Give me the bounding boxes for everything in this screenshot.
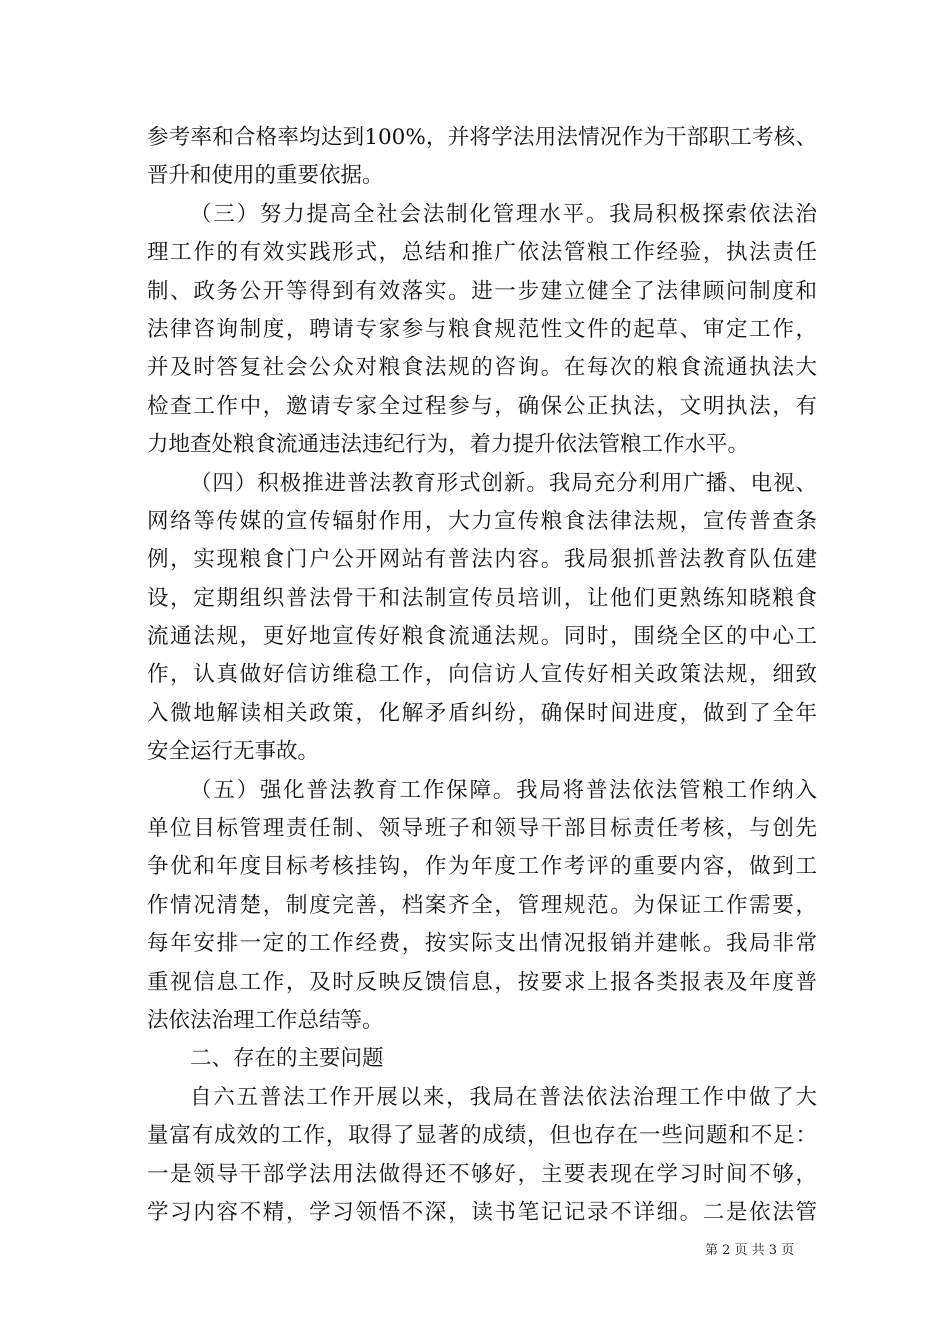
section-title: 二、存在的主要问题 [190, 1046, 384, 1072]
text-line: 一是领导干部学法用法做得还不够好，主要表现在学习时间不够， [147, 1161, 817, 1187]
text-line: 争优和年度目标考核挂钩，作为年度工作考评的重要内容，做到工 [147, 854, 817, 880]
text-line: 作，认真做好信访维稳工作，向信访人宣传好相关政策法规，细致 [147, 662, 817, 688]
text-line: 单位目标管理责任制、领导班子和领导干部目标责任考核，与创先 [147, 816, 817, 842]
text-line: 检查工作中，邀请专家全过程参与，确保公正执法，文明执法，有 [147, 393, 817, 419]
page-number: 第 2 页 共 3 页 [705, 1243, 795, 1258]
section-heading-line: （四）积极推进普法教育形式创新。我局充分利用广播、电视、 [190, 470, 817, 496]
text-line: 参考率和合格率均达到100%，并将学法用法情况作为干部职工考核、 [147, 125, 817, 150]
text-line: 自六五普法工作开展以来，我局在普法依法治理工作中做了大 [190, 1084, 817, 1110]
text-line: 量富有成效的工作，取得了显著的成绩，但也存在一些问题和不足： [147, 1123, 817, 1149]
section-heading-line: （三）努力提高全社会法制化管理水平。我局积极探索依法治 [190, 201, 817, 227]
text-line: 法律咨询制度，聘请专家参与粮食规范性文件的起草、审定工作， [147, 316, 817, 342]
text-line: 制、政务公开等得到有效落实。进一步建立健全了法律顾问制度和 [147, 278, 817, 304]
text-line: 力地查处粮食流通违法违纪行为，着力提升依法管粮工作水平。 [147, 432, 750, 458]
text-line: 晋升和使用的重要依据。 [147, 163, 384, 189]
text-line: 设，定期组织普法骨干和法制宣传员培训，让他们更熟练知晓粮食 [147, 585, 817, 611]
text-line: 安全运行无事故。 [147, 739, 320, 765]
text-line: 理工作的有效实践形式，总结和推广依法管粮工作经验，执法责任 [147, 240, 817, 266]
text-line: 作情况清楚，制度完善，档案齐全，管理规范。为保证工作需要， [147, 892, 817, 918]
text-line: 例，实现粮食门户公开网站有普法内容。我局狠抓普法教育队伍建 [147, 547, 817, 573]
text-line: 网络等传媒的宣传辐射作用，大力宣传粮食法律法规，宣传普查条 [147, 508, 817, 534]
text-line: 重视信息工作，及时反映反馈信息，按要求上报各类报表及年度普 [147, 969, 817, 995]
text-line: 每年安排一定的工作经费，按实际支出情况报销并建帐。我局非常 [147, 931, 817, 957]
section-heading-line: （五）强化普法教育工作保障。我局将普法依法管粮工作纳入 [190, 777, 817, 803]
text-line: 入微地解读相关政策，化解矛盾纠纷，确保时间进度，做到了全年 [147, 700, 817, 726]
text-line: 学习内容不精，学习领悟不深，读书笔记记录不详细。二是依法管 [147, 1199, 817, 1225]
text-line: 法依法治理工作总结等。 [147, 1007, 384, 1033]
text-line: 并及时答复社会公众对粮食法规的咨询。在每次的粮食流通执法大 [147, 355, 817, 381]
body-text [147, 119, 817, 1232]
text-line: 流通法规，更好地宣传好粮食流通法规。同时，围绕全区的中心工 [147, 624, 817, 650]
